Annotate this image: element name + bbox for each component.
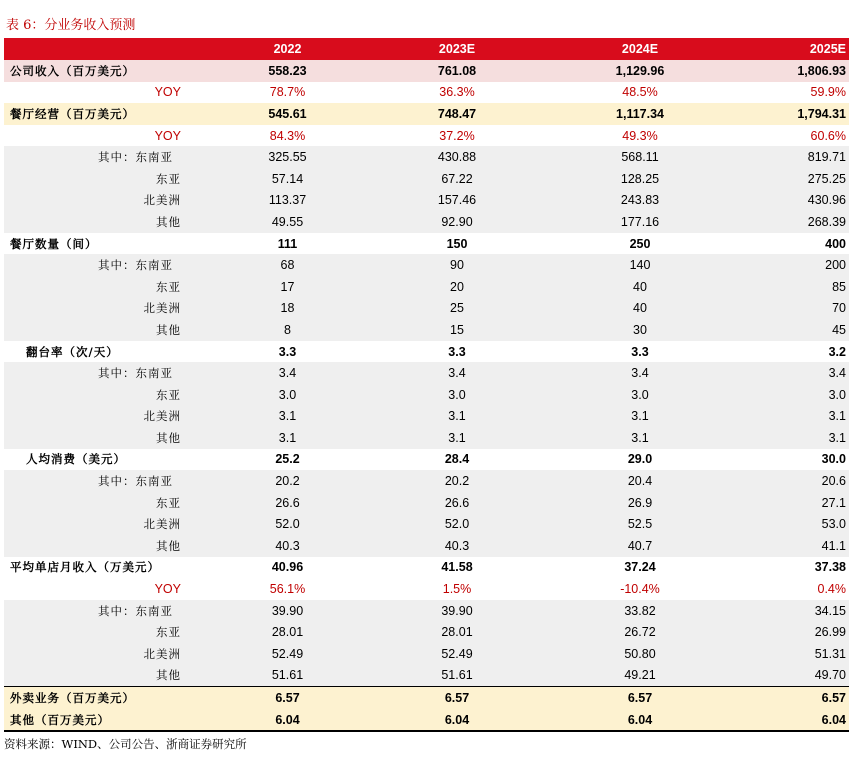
row-label: 其中：东南亚 — [4, 470, 211, 492]
row-value: 545.61 — [211, 103, 364, 125]
table-row — [4, 513, 849, 535]
row-value: 275.25 — [730, 168, 849, 190]
row-value: 268.39 — [730, 211, 849, 233]
row-value: 40.3 — [364, 535, 550, 557]
row-value: 1,117.34 — [550, 103, 730, 125]
row-value: 3.1 — [550, 427, 730, 449]
table-row — [4, 665, 849, 687]
row-value: 819.71 — [730, 146, 849, 168]
row-value: 200 — [730, 254, 849, 276]
table-row — [4, 319, 849, 341]
table-row — [4, 341, 849, 363]
row-label: 其中：东南亚 — [4, 362, 211, 384]
table-row — [4, 449, 849, 471]
row-value: 37.2% — [364, 125, 550, 147]
table-title: 表 6：分业务收入预测 — [6, 18, 136, 33]
row-value: 1,806.93 — [730, 60, 849, 82]
row-label: 其他（百万美元） — [4, 709, 211, 732]
table-row — [4, 190, 849, 212]
row-value: 85 — [730, 276, 849, 298]
row-label: 其中：东南亚 — [4, 600, 211, 622]
row-label: 人均消费（美元） — [4, 449, 211, 471]
row-value: 40.96 — [211, 557, 364, 579]
header-cell-2025e: 2025E — [730, 38, 849, 60]
table-row — [4, 427, 849, 449]
row-value: 8 — [211, 319, 364, 341]
table-row — [4, 384, 849, 406]
row-value: 3.1 — [211, 406, 364, 428]
row-value: 41.1 — [730, 535, 849, 557]
row-value: 25 — [364, 298, 550, 320]
row-value: 568.11 — [550, 146, 730, 168]
row-value: 3.1 — [211, 427, 364, 449]
row-value: 3.1 — [730, 427, 849, 449]
row-value: 20.6 — [730, 470, 849, 492]
row-value: 20.2 — [364, 470, 550, 492]
table-row — [4, 709, 849, 732]
row-label: 翻台率（次/天） — [4, 341, 211, 363]
row-value: 6.04 — [211, 709, 364, 732]
row-value: 78.7% — [211, 82, 364, 104]
row-value: 177.16 — [550, 211, 730, 233]
row-value: 60.6% — [730, 125, 849, 147]
header-cell-2023e: 2023E — [364, 38, 550, 60]
row-value: 6.57 — [550, 687, 730, 709]
row-value: 0.4% — [730, 578, 849, 600]
row-value: 26.9 — [550, 492, 730, 514]
row-value: 40 — [550, 276, 730, 298]
row-value: 430.88 — [364, 146, 550, 168]
row-value: 6.04 — [364, 709, 550, 732]
row-label: 餐厅经营（百万美元） — [4, 103, 211, 125]
header-cell-2022: 2022 — [211, 38, 364, 60]
table-row — [4, 557, 849, 579]
row-value: 3.0 — [364, 384, 550, 406]
row-value: 150 — [364, 233, 550, 255]
table-row — [4, 168, 849, 190]
header-cell-label — [4, 38, 211, 60]
row-label: 其他 — [4, 319, 211, 341]
row-value: 92.90 — [364, 211, 550, 233]
source-note: 资料来源：WIND、公司公告、浙商证券研究所 — [4, 737, 247, 751]
header-row — [4, 38, 849, 60]
row-value: 40 — [550, 298, 730, 320]
row-value: 3.0 — [211, 384, 364, 406]
row-label: 北美洲 — [4, 643, 211, 665]
row-value: 30 — [550, 319, 730, 341]
row-value: 25.2 — [211, 449, 364, 471]
row-value: 36.3% — [364, 82, 550, 104]
table-row — [4, 470, 849, 492]
row-value: 157.46 — [364, 190, 550, 212]
row-value: 1.5% — [364, 578, 550, 600]
row-value: 30.0 — [730, 449, 849, 471]
row-value: 37.38 — [730, 557, 849, 579]
row-label: 平均单店月收入（万美元） — [4, 557, 211, 579]
row-label: 东亚 — [4, 384, 211, 406]
row-value: 1,129.96 — [550, 60, 730, 82]
row-label: 东亚 — [4, 168, 211, 190]
row-value: 113.37 — [211, 190, 364, 212]
row-value: 140 — [550, 254, 730, 276]
row-value: 3.0 — [730, 384, 849, 406]
table-row — [4, 146, 849, 168]
row-value: 67.22 — [364, 168, 550, 190]
table-row — [4, 298, 849, 320]
row-value: 26.99 — [730, 621, 849, 643]
table-row — [4, 211, 849, 233]
row-value: 1,794.31 — [730, 103, 849, 125]
row-value: 37.24 — [550, 557, 730, 579]
row-value: 48.5% — [550, 82, 730, 104]
header-cell-2024e: 2024E — [550, 38, 730, 60]
row-value: 3.2 — [730, 341, 849, 363]
row-value: 45 — [730, 319, 849, 341]
row-value: 20.2 — [211, 470, 364, 492]
table-row — [4, 578, 849, 600]
row-value: 51.61 — [211, 665, 364, 687]
row-value: 3.4 — [730, 362, 849, 384]
row-value: 3.3 — [550, 341, 730, 363]
row-label: 北美洲 — [4, 513, 211, 535]
row-value: 52.0 — [211, 513, 364, 535]
row-value: 49.21 — [550, 665, 730, 687]
row-label: 北美洲 — [4, 298, 211, 320]
row-value: 3.4 — [364, 362, 550, 384]
revenue-forecast-table — [4, 38, 849, 732]
row-value: 325.55 — [211, 146, 364, 168]
table-row — [4, 535, 849, 557]
row-label: 北美洲 — [4, 190, 211, 212]
row-label: 其中：东南亚 — [4, 146, 211, 168]
row-value: 3.1 — [364, 427, 550, 449]
row-value: 3.1 — [550, 406, 730, 428]
row-value: 40.3 — [211, 535, 364, 557]
table-row — [4, 276, 849, 298]
row-value: 52.49 — [364, 643, 550, 665]
table-row — [4, 103, 849, 125]
row-value: 3.3 — [364, 341, 550, 363]
row-value: 430.96 — [730, 190, 849, 212]
row-value: 41.58 — [364, 557, 550, 579]
row-label: 其他 — [4, 535, 211, 557]
row-value: 51.61 — [364, 665, 550, 687]
row-value: 26.6 — [211, 492, 364, 514]
row-label: 东亚 — [4, 492, 211, 514]
row-value: 748.47 — [364, 103, 550, 125]
table-row — [4, 82, 849, 104]
row-value: 26.6 — [364, 492, 550, 514]
row-value: 52.49 — [211, 643, 364, 665]
row-value: 29.0 — [550, 449, 730, 471]
row-value: 52.5 — [550, 513, 730, 535]
row-value: 40.7 — [550, 535, 730, 557]
row-label: 外卖业务（百万美元） — [4, 687, 211, 709]
row-value: 18 — [211, 298, 364, 320]
row-value: 68 — [211, 254, 364, 276]
row-value: 6.04 — [550, 709, 730, 732]
row-label: 其中：东南亚 — [4, 254, 211, 276]
row-label: 东亚 — [4, 276, 211, 298]
row-value: 28.4 — [364, 449, 550, 471]
row-value: 34.15 — [730, 600, 849, 622]
row-label: 北美洲 — [4, 406, 211, 428]
row-value: 70 — [730, 298, 849, 320]
row-value: 3.0 — [550, 384, 730, 406]
row-value: 50.80 — [550, 643, 730, 665]
row-value: 17 — [211, 276, 364, 298]
row-value: 49.3% — [550, 125, 730, 147]
row-value: 3.1 — [364, 406, 550, 428]
row-value: 49.70 — [730, 665, 849, 687]
row-label: 其他 — [4, 211, 211, 233]
row-value: 33.82 — [550, 600, 730, 622]
row-value: 111 — [211, 233, 364, 255]
row-value: 6.04 — [730, 709, 849, 732]
row-label: YOY — [4, 578, 211, 600]
table-row — [4, 254, 849, 276]
row-label: 公司收入（百万美元） — [4, 60, 211, 82]
row-value: 6.57 — [364, 687, 550, 709]
table-row — [4, 492, 849, 514]
row-value: 20.4 — [550, 470, 730, 492]
row-value: 56.1% — [211, 578, 364, 600]
row-label: 其他 — [4, 427, 211, 449]
row-value: 3.3 — [211, 341, 364, 363]
row-value: 15 — [364, 319, 550, 341]
row-value: 84.3% — [211, 125, 364, 147]
row-value: 6.57 — [730, 687, 849, 709]
row-value: 243.83 — [550, 190, 730, 212]
row-value: 28.01 — [211, 621, 364, 643]
row-value: 3.1 — [730, 406, 849, 428]
row-label: 餐厅数量（间） — [4, 233, 211, 255]
table-row — [4, 60, 849, 82]
row-label: 其他 — [4, 665, 211, 687]
row-value: 27.1 — [730, 492, 849, 514]
row-value: 28.01 — [364, 621, 550, 643]
table-row — [4, 600, 849, 622]
row-value: 59.9% — [730, 82, 849, 104]
table-row — [4, 125, 849, 147]
row-value: 400 — [730, 233, 849, 255]
row-value: 26.72 — [550, 621, 730, 643]
row-value: 20 — [364, 276, 550, 298]
row-value: 558.23 — [211, 60, 364, 82]
row-value: 39.90 — [364, 600, 550, 622]
row-value: -10.4% — [550, 578, 730, 600]
row-value: 39.90 — [211, 600, 364, 622]
table-row — [4, 643, 849, 665]
row-value: 128.25 — [550, 168, 730, 190]
table-row — [4, 233, 849, 255]
row-value: 250 — [550, 233, 730, 255]
row-value: 52.0 — [364, 513, 550, 535]
table-row — [4, 406, 849, 428]
row-value: 6.57 — [211, 687, 364, 709]
table-row — [4, 621, 849, 643]
row-value: 761.08 — [364, 60, 550, 82]
row-label: YOY — [4, 82, 211, 104]
row-value: 3.4 — [550, 362, 730, 384]
row-value: 53.0 — [730, 513, 849, 535]
row-value: 57.14 — [211, 168, 364, 190]
row-label: YOY — [4, 125, 211, 147]
table-row — [4, 687, 849, 709]
table-body — [4, 60, 849, 731]
row-label: 东亚 — [4, 621, 211, 643]
row-value: 90 — [364, 254, 550, 276]
row-value: 3.4 — [211, 362, 364, 384]
row-value: 49.55 — [211, 211, 364, 233]
row-value: 51.31 — [730, 643, 849, 665]
table-row — [4, 362, 849, 384]
